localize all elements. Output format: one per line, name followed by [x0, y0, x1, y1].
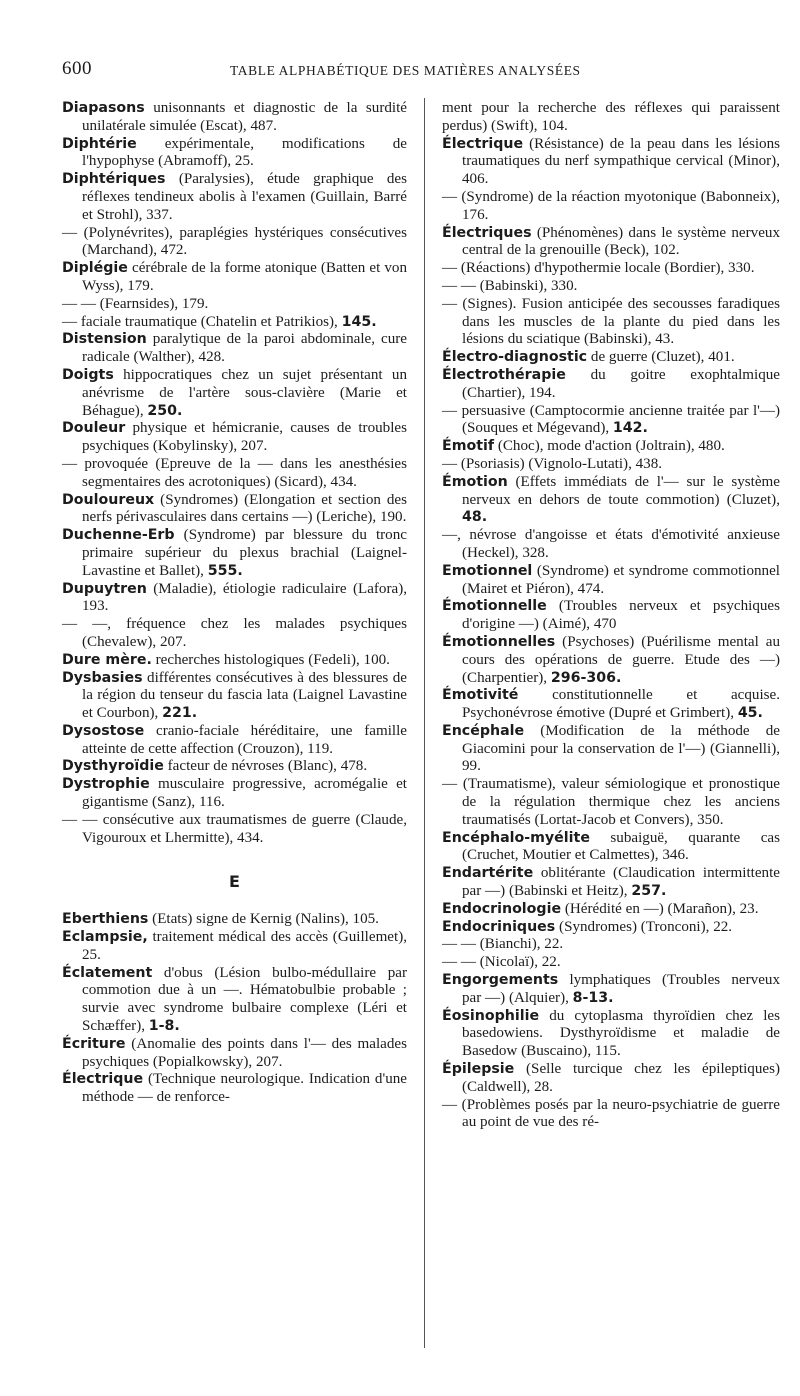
left-column	[62, 100, 407, 1107]
index-list-e	[62, 911, 407, 1107]
entry-text: (Selle turcique chez les épileptiques) (Caldwell), 28.	[462, 1061, 780, 1095]
index-entry	[62, 670, 407, 723]
entry-text: cranio-faciale héréditaire, une famille atteinte de cette affection (Crouzon), 119.	[82, 722, 407, 757]
entry-term: Douleur	[62, 420, 126, 437]
index-entry	[62, 812, 407, 848]
entry-text: différentes consécutives à des blessures de la région du tenseur du fascia lata (Laignel Lavastine et Courbon),	[82, 669, 407, 722]
entry-term: Dysthyroïdie	[62, 758, 164, 775]
entry-text: — —, fréquence chez les malades psychiques (Chevalew), 207.	[62, 616, 407, 650]
entry-text: — — (Nicolaï), 22.	[442, 954, 561, 971]
entry-text: — (Problèmes posés par la neuro-psychiatrie de guerre au point de vue des ré-	[442, 1096, 780, 1131]
index-entry	[442, 100, 780, 136]
entry-text: — (Polynévrites), paraplégies hystériques consécutives (Marchand), 472.	[62, 224, 407, 259]
index-entry	[442, 1061, 780, 1097]
index-entry	[442, 598, 780, 634]
index-entry	[62, 929, 407, 965]
entry-text: unisonnants et diagnostic de la surdité unilatérale simulée (Escat), 487.	[82, 100, 407, 134]
entry-text: (Syndromes) (Tronconi), 22.	[559, 918, 733, 935]
entry-text: (Troubles nerveux et psychiques d'origine —) (Aimé), 470	[462, 598, 780, 633]
entry-text: — — (Bianchi), 22.	[442, 936, 564, 953]
entry-text: (Effets immédiats de l'— sur le système nerveux en dehors de toute commotion) (Cluzet),	[462, 473, 780, 508]
entry-text: (Syndrome) par blessure du tronc primaire supérieur du plexus brachial (Laignel-Lavastine et Ballet),	[82, 527, 407, 579]
entry-text: — persuasive (Camptocormie ancienne traitée par l'—) (Souques et Mégevand),	[442, 402, 780, 437]
entry-text: recherches histologiques (Fedeli), 100.	[155, 651, 390, 668]
index-entry	[62, 652, 407, 670]
entry-text: cérébrale de la forme atonique (Batten et von Wyss), 179.	[82, 260, 407, 294]
entry-text: (Résistance) de la peau dans les lésions traumatiques du nerf sympathique cervical (Minor), 406.	[462, 135, 780, 188]
index-entry	[442, 367, 780, 403]
section-letter: E	[229, 872, 240, 892]
index-entry	[62, 581, 407, 617]
index-entry	[442, 260, 780, 278]
entry-text: (Paralysies), étude graphique des réflexes tendineux abolis à l'examen (Guillain, Barré et Strohl), 337.	[82, 171, 407, 223]
entry-term: Émotionnelles	[442, 633, 556, 650]
entry-term: Électrothérapie	[442, 366, 566, 383]
entry-page-ref: 555.	[207, 562, 243, 579]
entry-text: de guerre (Cluzet), 401.	[590, 349, 735, 366]
entry-text: du goitre exophtalmique (Chartier), 194.	[462, 366, 780, 401]
entry-term: Dysostose	[62, 722, 145, 739]
entry-term: Électrique	[442, 135, 524, 152]
entry-text: — faciale traumatique (Chatelin et Patrikios),	[62, 313, 338, 330]
index-entry	[442, 865, 780, 901]
entry-text: (Choc), mode d'action (Joltrain), 480.	[497, 438, 725, 455]
entry-term: Épilepsie	[442, 1061, 515, 1078]
index-entry	[62, 100, 407, 136]
entry-text: (Modification de la méthode de Giacomini pour la conservation de l'—) (Giannelli), 99.	[462, 722, 780, 775]
entry-term: Diphtériques	[62, 171, 166, 188]
entry-term: Éclatement	[62, 964, 153, 981]
index-entry	[442, 954, 780, 972]
index-entry	[62, 225, 407, 261]
entry-text: expérimentale, modifications de l'hypophyse (Abramoff), 25.	[82, 135, 407, 170]
index-entry	[442, 189, 780, 225]
entry-term: Dysbasies	[62, 669, 143, 686]
index-entry	[442, 225, 780, 261]
index-entry	[442, 901, 780, 919]
entry-term: Endocrinologie	[442, 900, 562, 917]
index-entry	[442, 972, 780, 1008]
index-entry	[62, 616, 407, 652]
index-entry	[62, 420, 407, 456]
index-entry	[62, 1071, 407, 1107]
entry-page-ref: 48.	[462, 509, 488, 526]
entry-page-ref: 296-306.	[550, 669, 622, 686]
index-entry	[442, 527, 780, 563]
entry-term: Émotif	[442, 438, 495, 455]
index-entry	[442, 136, 780, 189]
index-list-d	[62, 100, 407, 847]
entry-term: Dure mère.	[62, 651, 152, 668]
entry-term: Électro-diagnostic	[442, 349, 588, 366]
entry-text: ment pour la recherche des réflexes qui paraissent perdus) (Swift), 104.	[442, 100, 780, 134]
entry-text: (Etats) signe de Kernig (Nalins), 105.	[152, 911, 379, 928]
index-entry	[62, 260, 407, 296]
entry-text: (Maladie), étiologie radiculaire (Lafora), 193.	[82, 580, 407, 615]
right-column	[442, 100, 780, 1132]
index-entry	[62, 965, 407, 1036]
index-entry	[62, 331, 407, 367]
index-entry	[62, 456, 407, 492]
index-entry	[442, 349, 780, 367]
entry-term: Dystrophie	[62, 776, 150, 793]
index-entry	[442, 438, 780, 456]
entry-text: hippocratiques chez un sujet présentant un anévrisme de l'artère sous-clavière (Marie et Béhague),	[82, 366, 408, 419]
index-entry	[62, 296, 407, 314]
entry-term: Eclampsie,	[62, 929, 148, 946]
index-entry	[442, 456, 780, 474]
entry-page-ref: 257.	[631, 883, 667, 900]
entry-term: Diphtérie	[62, 135, 137, 152]
entry-text: (Phénomènes) dans le système nerveux central de la grenouille (Beck), 102.	[462, 224, 780, 259]
index-entry	[442, 278, 780, 296]
entry-term: Diapasons	[62, 100, 145, 116]
entry-text: traitement médical des accès (Guillemet), 25.	[82, 929, 407, 963]
entry-text: (Syndrome) et syndrome commotionnel (Mairet et Piéron), 474.	[462, 562, 780, 597]
entry-page-ref: 8-13.	[572, 989, 614, 1006]
index-entry	[442, 563, 780, 599]
entry-term: Eberthiens	[62, 911, 149, 928]
entry-term: Duchenne-Erb	[62, 527, 175, 544]
entry-text: — provoquée (Epreuve de la — dans les anesthésies segmentaires des acrotoniques) (Sicard), 434.	[62, 455, 407, 490]
entry-text: d'obus (Lésion bulbo-médullaire par commotion due à un —. Hématobulbie probable ; survie avec syndrome bulbaire complexe (Léri et Schæffer),	[82, 964, 407, 1035]
entry-text: subaiguë, quarante cas (Cruchet, Moutier et Calmettes), 346.	[462, 829, 780, 864]
entry-page-ref: 45.	[737, 705, 763, 722]
index-entry	[442, 1008, 780, 1061]
entry-text: — — (Fearnsides), 179.	[62, 295, 209, 312]
entry-page-ref: 142.	[612, 420, 648, 437]
entry-term: Éosinophilie	[442, 1007, 540, 1024]
entry-term: Encéphale	[442, 722, 525, 739]
page-header	[62, 58, 760, 82]
entry-text: facteur de névroses (Blanc), 478.	[167, 758, 368, 775]
entry-text: —, névrose d'angoisse et états d'émotivité anxieuse (Heckel), 328.	[442, 527, 780, 561]
entry-term: Douloureux	[62, 491, 155, 508]
index-entry	[442, 403, 780, 439]
entry-text: — — (Babinski), 330.	[442, 277, 578, 294]
index-entry	[442, 830, 780, 866]
entry-text: lymphatiques (Troubles nerveux par —) (Alquier),	[462, 972, 780, 1006]
index-list-e-continued	[442, 100, 780, 1132]
index-entry	[62, 367, 407, 420]
entry-page-ref: 145.	[341, 313, 377, 330]
entry-text: (Technique neurologique. Indication d'une méthode — de renforce-	[82, 1071, 407, 1106]
entry-text: du cytoplasma thyroïdien chez les basedowiens. Dysthyroïdisme et maladie de Basedow (Buscaino), 115.	[462, 1007, 780, 1060]
entry-page-ref: 221.	[162, 705, 198, 722]
index-entry	[442, 634, 780, 687]
entry-text: constitutionnelle et acquise. Psychonévrose émotive (Dupré et Grimbert),	[462, 687, 780, 722]
entry-term: Émotivité	[442, 687, 519, 704]
entry-text: (Anomalie des points dans l'— des malades psychiques (Popialkowsky), 207.	[82, 1035, 407, 1070]
index-entry	[62, 723, 407, 759]
index-entry	[62, 171, 407, 224]
index-entry	[62, 1036, 407, 1072]
index-entry	[62, 314, 407, 332]
entry-term: Électriques	[442, 224, 532, 241]
entry-term: Doigts	[62, 366, 114, 383]
running-title: TABLE ALPHABÉTIQUE DES MATIÈRES ANALYSÉES	[230, 63, 581, 78]
entry-term: Engorgements	[442, 972, 559, 989]
column-divider	[424, 98, 425, 1348]
entry-text: physique et hémicranie, causes de troubles psychiques (Kobylinsky), 207.	[82, 420, 407, 455]
page-number: 600	[62, 58, 92, 79]
index-entry	[442, 723, 780, 776]
entry-text: — (Réactions) d'hypothermie locale (Bordier), 330.	[442, 260, 755, 277]
entry-text: — — consécutive aux traumatismes de guerre (Claude, Vigouroux et Lhermitte), 434.	[62, 811, 407, 846]
index-entry	[442, 296, 780, 349]
entry-text: (Syndromes) (Elongation et section des nerfs périvasculaires dans certains —) (Leriche), 190.	[82, 491, 407, 526]
index-entry	[62, 911, 407, 929]
index-entry	[442, 687, 780, 723]
index-entry	[442, 936, 780, 954]
index-entry	[442, 1097, 780, 1133]
entry-text: musculaire progressive, acromégalie et gigantisme (Sanz), 116.	[82, 776, 407, 811]
entry-text: — (Signes). Fusion anticipée des secousses faradiques dans les muscles de la plante du pied dans les lésions du sciatique (Babinski), 43.	[442, 295, 780, 348]
entry-term: Écriture	[62, 1035, 126, 1052]
index-entry	[62, 776, 407, 812]
entry-page-ref: 250.	[147, 402, 183, 419]
entry-term: Emotionnel	[442, 562, 533, 579]
index-entry	[62, 136, 407, 172]
entry-term: Encéphalo-myélite	[442, 829, 590, 846]
index-entry	[62, 492, 407, 528]
entry-term: Émotionnelle	[442, 598, 547, 615]
entry-term: Diplégie	[62, 260, 128, 277]
entry-term: Dupuytren	[62, 580, 147, 597]
entry-term: Distension	[62, 331, 147, 348]
entry-term: Endocriniques	[442, 918, 556, 935]
index-entry	[442, 919, 780, 937]
entry-text: oblitérante (Claudication intermittente par —) (Babinski et Heitz),	[462, 865, 780, 900]
entry-text: — (Traumatisme), valeur sémiologique et pronostique de la régulation thermique chez les anciens traumatisés (Lortat-Jacob et Convers), 350.	[442, 776, 780, 828]
entry-page-ref: 1-8.	[148, 1018, 180, 1035]
entry-text: — (Psoriasis) (Vignolo-Lutati), 438.	[442, 455, 663, 472]
index-entry	[442, 474, 780, 527]
entry-term: Endartérite	[442, 865, 534, 882]
index-entry	[62, 527, 407, 580]
entry-text: (Hérédité en —) (Marañon), 23.	[564, 900, 759, 917]
index-entry	[442, 776, 780, 829]
entry-text: — (Syndrome) de la réaction myotonique (Babonneix), 176.	[442, 188, 780, 223]
entry-text: (Psychoses) (Puérilisme mental au cours des opérations de guerre. Etude des —) (Charpentier),	[462, 633, 780, 686]
entry-term: Émotion	[442, 473, 508, 490]
index-entry	[62, 758, 407, 776]
entry-term: Électrique	[62, 1071, 144, 1088]
entry-text: paralytique de la paroi abdominale, cure radicale (Walther), 428.	[82, 331, 407, 366]
